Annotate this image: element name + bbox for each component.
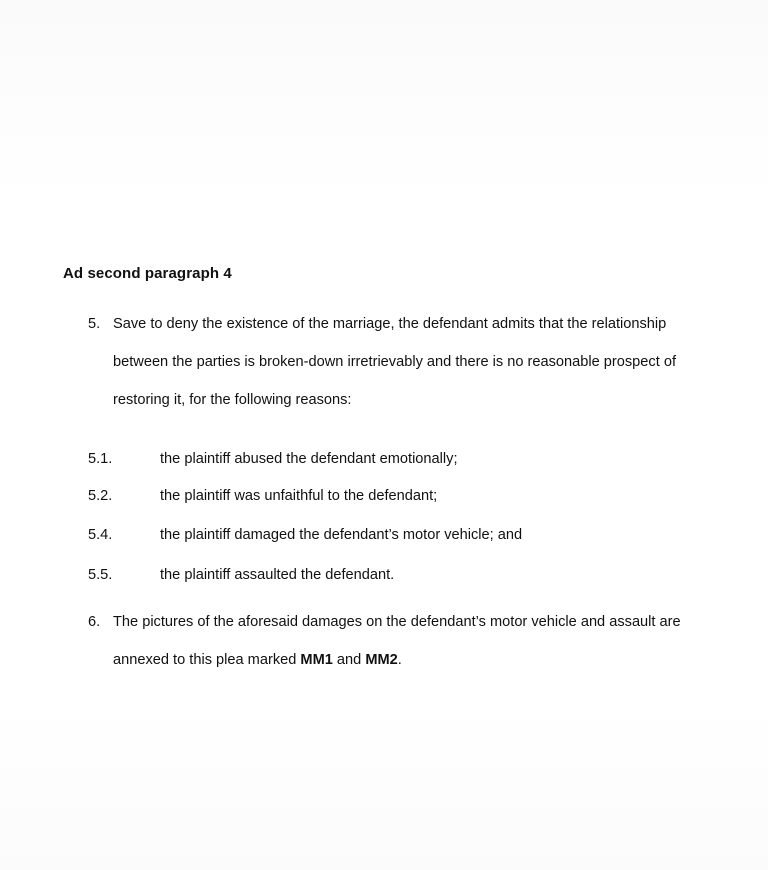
list-item-text: the plaintiff damaged the defendant’s motor vehicle; and (160, 527, 523, 543)
paragraph-6 (88, 603, 688, 679)
paragraph-5 (88, 305, 688, 419)
list-item-text: the plaintiff abused the defendant emotionally; (160, 451, 458, 467)
list-item-number: 5.1. (88, 451, 113, 467)
list-item-text: the plaintiff assaulted the defendant. (160, 567, 395, 583)
annex-label-1: MM1 (300, 652, 333, 668)
conjunction: and (336, 652, 362, 668)
list-item-number: 5.2. (88, 488, 113, 504)
list-item-number: 5.5. (88, 567, 113, 583)
section-heading: Ad second paragraph 4 (63, 265, 232, 282)
sentence-end: . (397, 652, 402, 668)
paragraph-text (113, 603, 688, 679)
paragraph-text: Save to deny the existence of the marriage, the defendant admits that the relationship between the parties is broken-down irretrievably and there is no reasonable prospect of restoring it, for the following reasons: (113, 316, 676, 408)
list-item-text: the plaintiff was unfaithful to the defendant; (160, 488, 438, 504)
paragraph-number: 6. (88, 614, 101, 630)
paragraph-number: 5. (88, 316, 101, 332)
paragraph-text-body: The pictures of the aforesaid damages on the defendant’s motor vehicle and assault are annexed to this plea marked (113, 614, 681, 668)
list-item-number: 5.4. (88, 527, 113, 543)
annex-label-2: MM2 (365, 652, 398, 668)
